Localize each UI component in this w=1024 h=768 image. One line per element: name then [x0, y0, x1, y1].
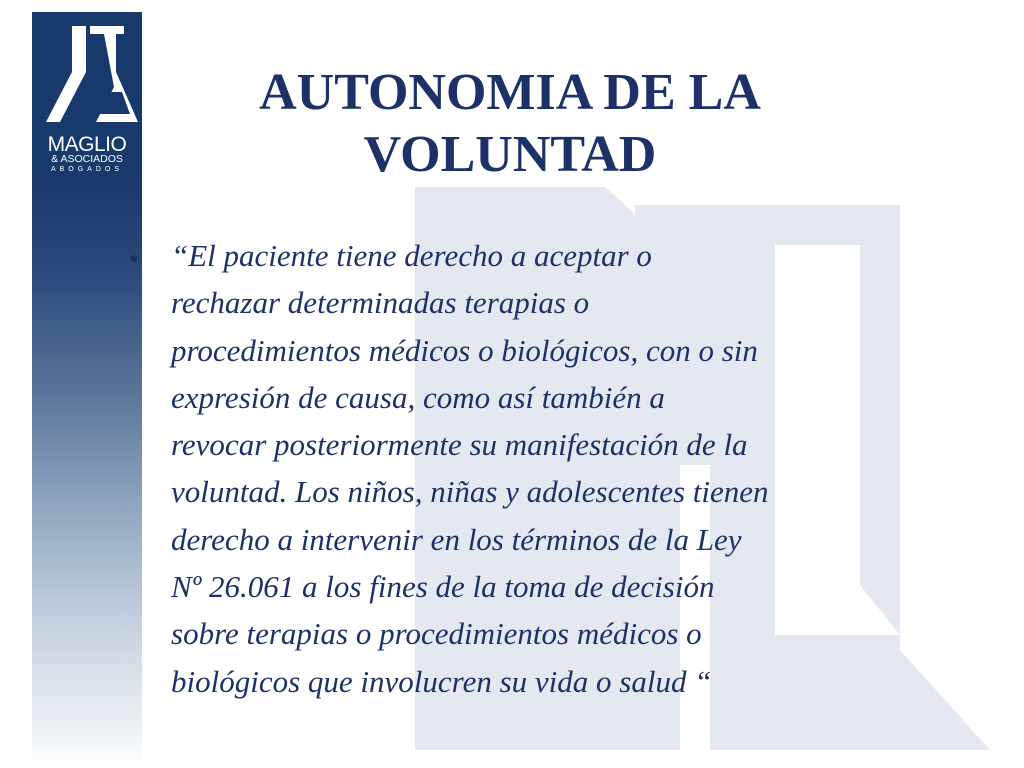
logo-subtitle: & ASOCIADOS: [51, 153, 123, 165]
quote-line: voluntad. Los niños, niñas y adolescentes tienen: [171, 474, 769, 510]
quote-text: [171, 232, 971, 705]
bullet-marker: •: [129, 244, 139, 275]
title-line: AUTONOMIA DE LA: [259, 64, 761, 121]
title-line: VOLUNTAD: [363, 126, 657, 183]
quote-line: biológicos que involucren su vida o salud “: [171, 663, 712, 699]
quote-line: expresión de causa, como así también a: [171, 379, 665, 415]
logo-name: MAGLIO: [47, 133, 127, 156]
slide-title: [180, 62, 840, 186]
quote-line: “El paciente tiene derecho a aceptar o: [171, 238, 652, 273]
quote-line: procedimientos médicos o biológicos, con o sin: [171, 332, 758, 368]
quote-line: rechazar determinadas terapias o: [171, 285, 590, 321]
logo-tagline: ABOGADOS: [50, 166, 124, 173]
quote-line: Nº 26.061 a los fines de la toma de decisión: [171, 569, 715, 605]
quote-line: sobre terapias o procedimientos médicos o: [171, 616, 702, 652]
logo: [32, 12, 142, 176]
quote-line: derecho a intervenir en los términos de la Ley: [171, 521, 742, 557]
quote-line: revocar posteriormente su manifestación de la: [171, 427, 748, 463]
flask-icon: [32, 12, 142, 134]
